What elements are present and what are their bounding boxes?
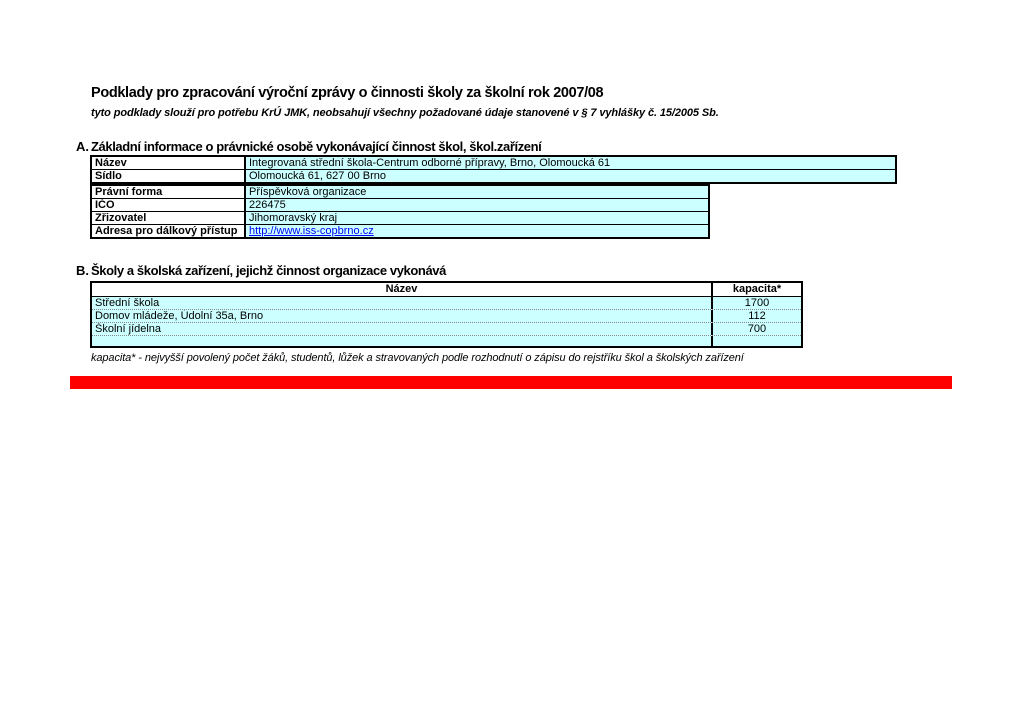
facilities-table-header — [92, 283, 801, 297]
table-row — [92, 186, 708, 198]
table-row — [92, 169, 895, 182]
row-value: Integrovaná střední škola-Centrum odborné přípravy, Brno, Olomoucká 61 — [246, 157, 895, 169]
section-b-heading — [76, 263, 446, 278]
row-label: Název — [92, 157, 246, 169]
facility-capacity: 112 — [711, 310, 801, 322]
basic-info-table-bottom — [90, 184, 710, 239]
facility-capacity: 1700 — [711, 297, 801, 309]
row-value — [246, 225, 708, 237]
column-header-name: Název — [385, 283, 418, 295]
row-label: Zřizovatel — [92, 212, 246, 224]
basic-info-table-top — [90, 155, 897, 184]
facility-name — [92, 336, 711, 346]
red-divider-bar — [70, 376, 952, 389]
facility-capacity — [711, 336, 801, 346]
section-b-letter: B. — [76, 263, 89, 278]
section-a-title: Základní informace o právnické osobě vykonávající činnost škol, škol.zařízení — [91, 139, 542, 154]
website-link[interactable]: http://www.iss-copbrno.cz — [249, 225, 374, 237]
row-label: Adresa pro dálkový přístup — [92, 225, 246, 237]
facility-row — [92, 335, 801, 346]
table-row — [92, 211, 708, 224]
row-label: IČO — [92, 199, 246, 211]
table-row — [92, 224, 708, 237]
table-row — [92, 198, 708, 211]
row-value: Příspěvková organizace — [246, 186, 708, 198]
section-a-heading — [76, 139, 541, 154]
page-subtitle: tyto podklady slouží pro potřebu KrÚ JMK, neobsahují všechny požadované údaje stanovené v § 7 vyhlášky č. 15/2005 Sb. — [91, 107, 719, 119]
row-value: Jihomoravský kraj — [246, 212, 708, 224]
facility-row — [92, 309, 801, 322]
facility-name: Domov mládeže, Údolní 35a, Brno — [95, 310, 264, 322]
section-b-title: Školy a školská zařízení, jejichž činnost organizace vykonává — [91, 263, 446, 278]
section-a-letter: A. — [76, 139, 89, 154]
table-row — [92, 157, 895, 169]
capacity-footnote: kapacita* - nejvyšší povolený počet žáků, studentů, lůžek a stravovaných podle rozhodnutí o zápisu do rejstříku škol a školských zařízení — [91, 352, 744, 364]
row-value: 226475 — [246, 199, 708, 211]
row-label: Sídlo — [92, 170, 246, 182]
facility-name: Střední škola — [95, 297, 160, 309]
row-value: Olomoucká 61, 627 00 Brno — [246, 170, 895, 182]
column-header-capacity: kapacita* — [711, 283, 801, 296]
facility-row — [92, 297, 801, 309]
facility-name: Školní jídelna — [95, 323, 162, 335]
facilities-table — [90, 281, 803, 348]
page-title: Podklady pro zpracování výroční zprávy o činnosti školy za školní rok 2007/08 — [91, 85, 604, 101]
row-label: Právní forma — [92, 186, 246, 198]
facility-row — [92, 322, 801, 335]
facility-capacity: 700 — [711, 323, 801, 335]
